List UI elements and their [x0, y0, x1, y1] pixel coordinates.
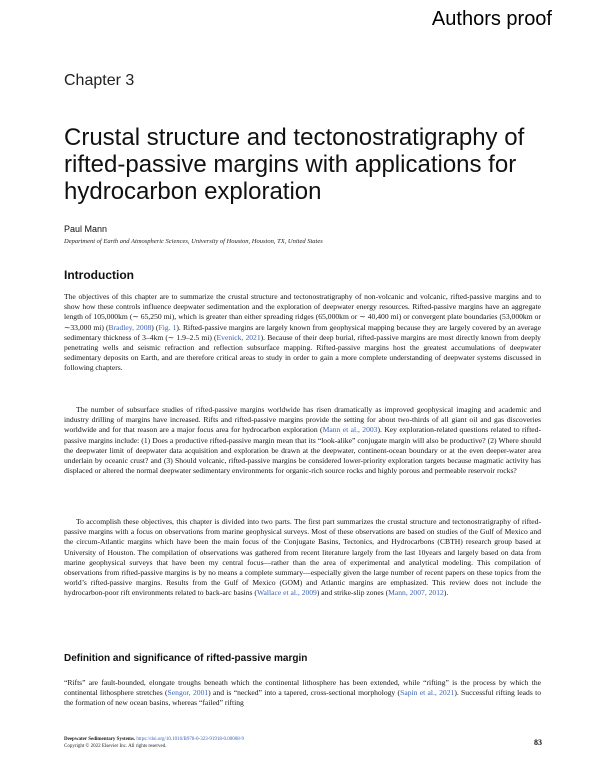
paragraph-2: [64, 405, 541, 476]
doi-link[interactable]: https://doi.org/10.1016/B978-0-323-91918-0.00008-9: [136, 737, 244, 742]
section-heading-introduction: Introduction: [64, 268, 134, 282]
text: The number of subsurface studies of rifted-passive margins worldwide has risen dramatically as improved geophysical imaging and academic and industry drilling of margins have increased. Rifts and rifted-passive margins provide the setting for about two-thirds of all giant oil and gas discoveries worldwide and for that reason are a major focus area for hydrocarbon exploration (: [64, 405, 541, 435]
text: ) (: [151, 322, 159, 332]
paragraph-1: [64, 292, 541, 374]
citation-link[interactable]: Sapin et al., 2021: [400, 688, 455, 698]
authors-proof-label: Authors proof: [431, 8, 552, 30]
text: The objectives of this chapter are to summarize the crustal structure and tectonostratigraphy of non-volcanic and volcanic, rifted-passive margins and to show how these controls influence deepwater sedimentation and the exploration of deepwater energy resources. Rifted-passive margins have an aggregate length of 105,000km (∼ 65,250 mi), which is greater than either spreading ridges (65,000km or ∼ 40,400 mi) or convergent plate boundaries (53,000km or ∼33,000 mi) (: [64, 292, 541, 332]
text: “Rifts” are fault-bounded, elongate troughs beneath which the continental lithosphere has been extended, while “rifting” is the process by which the continental lithosphere stretches (: [64, 678, 541, 698]
author-affiliation: Department of Earth and Atmospheric Sciences, University of Houston, Houston, TX, United States: [64, 238, 323, 245]
book-title: Deepwater Sedimentary Systems.: [64, 737, 136, 742]
text: ). Rifted-passive margins are largely known from geophysical mapping because they are largely covered by an average sedimentary thickness of 3–4km (∼ 1.9–2.5 mi) (: [64, 322, 541, 342]
author-name: Paul Mann: [64, 224, 108, 234]
citation-link[interactable]: Mann et al., 2003: [322, 425, 378, 435]
text: ). Successful rifting leads to the formation of new ocean basins, whereas “failed” rifting: [64, 688, 541, 708]
footer-book-line: [64, 736, 541, 743]
chapter-label: Chapter 3: [64, 72, 135, 89]
copyright-line: Copyright © 2022 Elsevier Inc. All rights reserved.: [64, 744, 167, 749]
page-number: 83: [534, 738, 542, 747]
text: ) and is “necked” into a tapered, cross-sectional morphology (: [208, 688, 401, 698]
chapter-title: Crustal structure and tectonostratigraphy of rifted-passive margins with applications for hydrocarbon exploration: [64, 124, 525, 205]
citation-link[interactable]: Wallace et al., 2009: [256, 588, 317, 598]
text: ) and strike-slip zones (: [316, 588, 389, 598]
section-heading-definition: Definition and significance of rifted-passive margin: [64, 653, 308, 664]
citation-link[interactable]: Bradley, 2008: [108, 322, 152, 332]
citation-link[interactable]: Sengor, 2001: [167, 688, 209, 698]
text: ).: [443, 588, 449, 598]
text: ). Key exploration-related questions related to rifted-passive margins include: (1) Does a productive rifted-passive margin mean that its “look-alike” conjugate margin will also be productive? (2) Where should the deepwater limit of deepwater data acquisition and exploration be drawn at the deepwater, continent-ocean boundary or at the even deeper-water area underlain by oceanic crust? and (3) Should volcanic, rifted-passive margins be considered lower-priority exploration targets because magmatic activity has displaced or altered the normal deepwater sedimentary environments for organic-rich source rocks and highly porous and permeable reservoir rocks?: [64, 425, 542, 476]
citation-link[interactable]: Evenick, 2021: [216, 332, 261, 342]
citation-link[interactable]: Mann, 2007, 2012: [388, 588, 444, 598]
figure-link[interactable]: Fig. 1: [158, 322, 177, 332]
paragraph-3: [64, 517, 541, 599]
page-footer: [64, 736, 541, 750]
paragraph-4: [64, 678, 541, 709]
text: ). Because of their deep burial, rifted-passive margins are most directly known from deeply penetrating wells and seismic refraction and reflection subsurface mapping. Rifted-passive margins host the greatest accumulations of deepwater sedimentary deposits on Earth, and are therefore critical areas to study in order to gain a more complete understanding of deepwater systems discussed in following chapters.: [64, 332, 541, 373]
text: To accomplish these objectives, this chapter is divided into two parts. The first part summarizes the crustal structure and tectonostratigraphy of rifted-passive margins with a focus on observations from marine geophysical surveys. Most of these observations are based on studies of the Gulf of Mexico and the circum-Atlantic margins which have been the main focus of the Conjugate Basins, Tectonics, and Hydrocarbons (CBTH) research group based at University of Houston. The compilation of observations was gathered from recent literature largely from the last 10years and largely based on data from marine geophysical surveys that have been my central focus—rather than the area of experimental and analytical modeling. This compilation of observations from rifted-passive margins is by no means a complete summary—especially given the large number of recent papers on these topics from the world’s rifted-passive margins. Results from the Gulf of Mexico (GOM) and Atlantic margins are emphasized. This review does not include the hydrocarbon-poor rift environments related to back-arc basins (: [64, 517, 541, 598]
